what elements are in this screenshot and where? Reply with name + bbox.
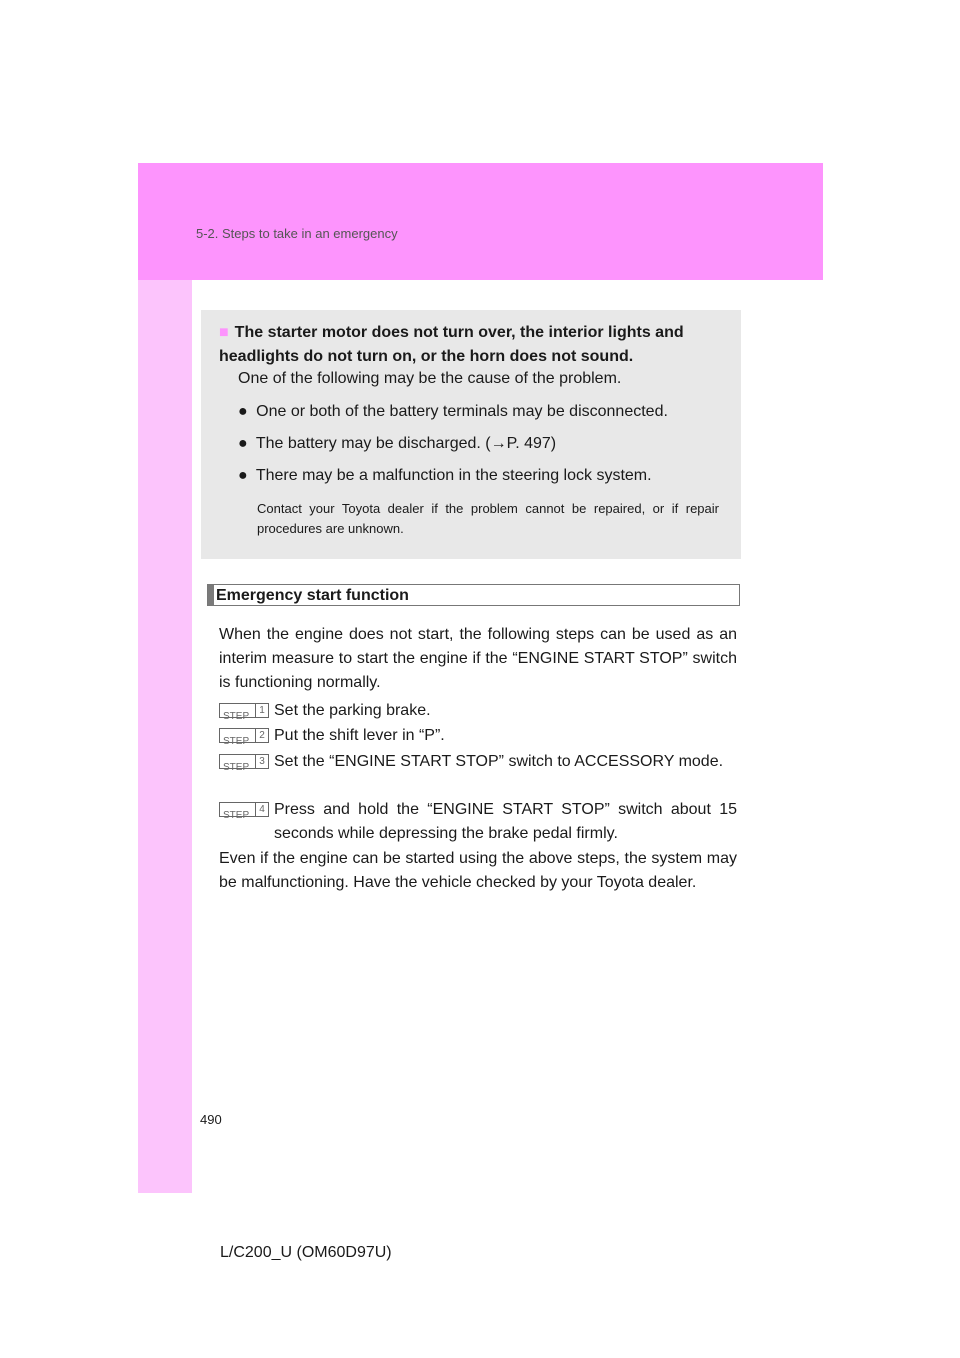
step-4: STEP 4 Press and hold the “ENGINE START STOP” switch about 15 seconds while depressing the brake pedal firmly. (219, 798, 737, 846)
note-intro: One of the following may be the cause of the problem. (238, 370, 622, 387)
step-badge: STEP 1 (219, 703, 269, 718)
page-header (138, 163, 823, 280)
emergency-heading-bar (207, 584, 740, 606)
step-1: STEP 1 Set the parking brake. (219, 699, 737, 723)
bullet-icon: ● (238, 467, 248, 484)
step-3: STEP 3 Set the “ENGINE START STOP” switch to ACCESSORY mode. (219, 750, 737, 774)
note-bullet: ● One or both of the battery terminals may be disconnected. (238, 403, 668, 420)
footer-code: L/C200_U (OM60D97U) (220, 1244, 392, 1261)
heading-marker (208, 585, 214, 605)
emergency-outro: Even if the engine can be started using the above steps, the system may be malfunctioning. Have the vehicle checked by your Toyota dealer. (219, 850, 737, 891)
step-badge: STEP 4 (219, 802, 269, 817)
step-2: STEP 2 Put the shift lever in “P”. (219, 724, 737, 748)
page-number: 490 (200, 1112, 222, 1127)
sidebar-band (138, 163, 192, 1193)
note-bullet: ● The battery may be discharged. (→P. 497) (238, 435, 557, 452)
bullet-icon: ● (238, 435, 248, 452)
note-bullet: ● There may be a malfunction in the steering lock system. (238, 467, 652, 484)
step-badge: STEP 2 (219, 728, 269, 743)
note-small-text: Contact your Toyota dealer if the problem cannot be repaired, or if repair procedures are unknown. (257, 501, 719, 536)
bullet-icon: ● (238, 403, 248, 420)
note-heading: ■ The starter motor does not turn over, the interior lights and headlights do not turn on, or the horn does not sound. (219, 324, 684, 365)
emergency-heading: Emergency start function (216, 587, 409, 604)
step-badge: STEP 3 (219, 754, 269, 769)
section-title: 5-2. Steps to take in an emergency (196, 226, 398, 241)
emergency-intro: When the engine does not start, the following steps can be used as an interim measure to start the engine if the “ENGINE START STOP” switch is functioning normally. (219, 626, 737, 691)
square-icon: ■ (219, 324, 229, 341)
